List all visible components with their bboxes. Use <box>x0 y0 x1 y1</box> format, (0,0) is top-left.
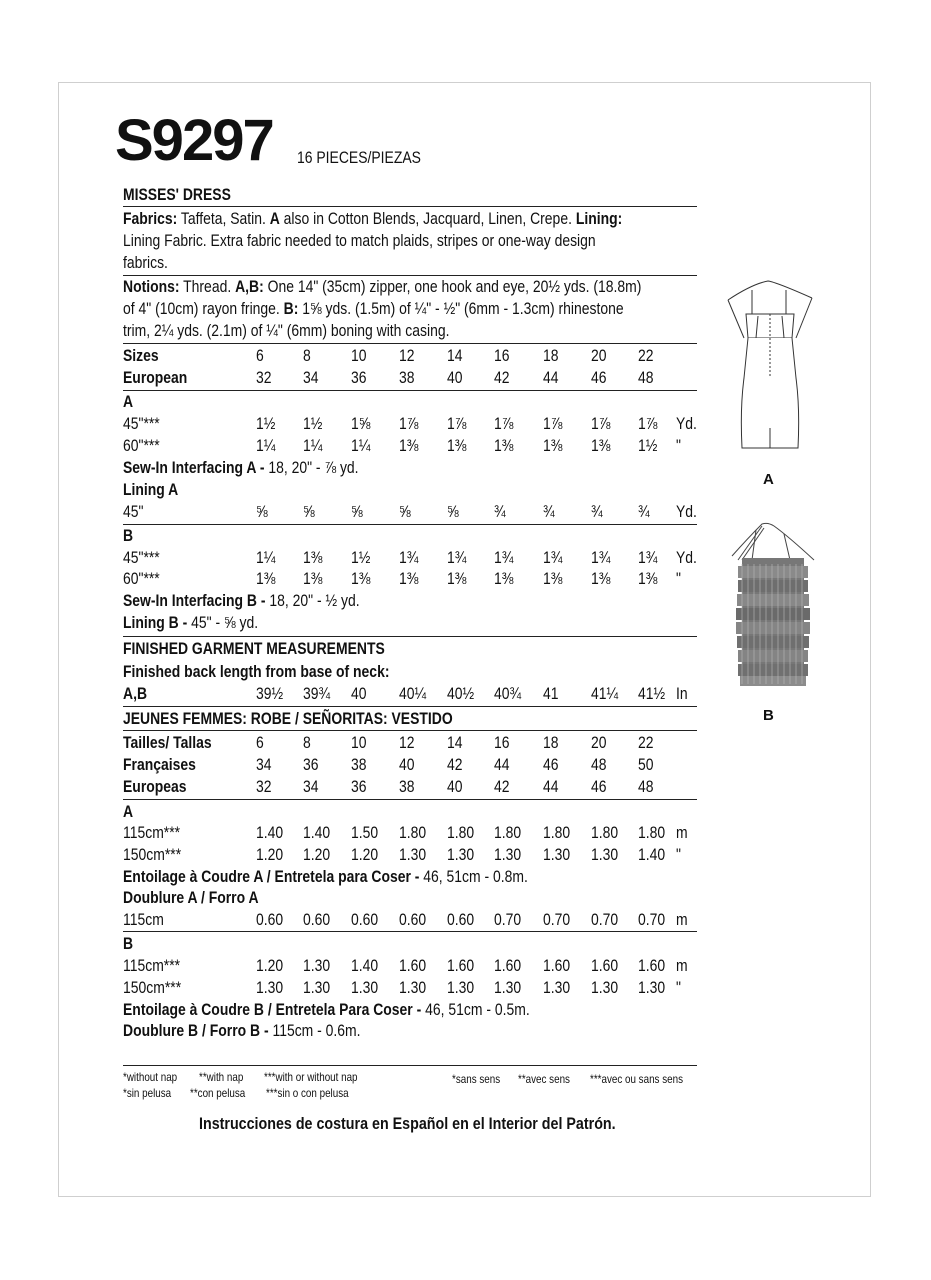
footnote-fr-2: **avec sens <box>518 1072 570 1086</box>
table-cell: 40 <box>447 777 463 796</box>
table-cell: 1.50 <box>351 823 379 842</box>
finished-subtitle: Finished back length from base of neck: <box>123 662 390 681</box>
row-label: 115cm <box>123 910 164 929</box>
view-a-label: A <box>763 471 774 488</box>
table-cell: 1.40 <box>303 823 331 842</box>
doublure-a-heading: Doublure A / Forro A <box>123 888 259 907</box>
lining-b: Lining B - 45" - ⅝ yd. <box>123 613 259 632</box>
table-cell: 40¾ <box>494 684 522 703</box>
table-cell: 38 <box>399 368 415 387</box>
table-cell: 46 <box>591 368 607 387</box>
row-label: Françaises <box>123 755 196 774</box>
table-cell: 40½ <box>447 684 475 703</box>
table-cell: 1.40 <box>351 956 379 975</box>
divider <box>123 343 697 344</box>
table-cell: 36 <box>351 777 367 796</box>
table-cell: ⅝ <box>351 502 363 521</box>
spanish-instructions-note: Instrucciones de costura en Español en el Interior del Patrón. <box>199 1114 616 1133</box>
table-cell: 1.80 <box>494 823 522 842</box>
table-cell: 48 <box>591 755 607 774</box>
footnote-fr-3: ***avec ou sans sens <box>590 1072 683 1086</box>
table-cell: 1¾ <box>399 548 419 567</box>
table-cell: 22 <box>638 346 654 365</box>
view-b-label: B <box>763 707 774 724</box>
divider <box>123 931 697 932</box>
table-cell: 1½ <box>351 548 371 567</box>
table-cell: 42 <box>494 777 510 796</box>
piece-count: 16 PIECES/PIEZAS <box>297 148 421 167</box>
unit-label: " <box>676 978 681 997</box>
table-cell: 0.60 <box>399 910 427 929</box>
table-cell: 10 <box>351 733 367 752</box>
row-label: Tailles/ Tallas <box>123 733 212 752</box>
table-cell: 1½ <box>256 414 276 433</box>
table-cell: 1.30 <box>351 978 379 997</box>
table-cell: 1⅜ <box>591 569 611 588</box>
footnote-es-2: **con pelusa <box>190 1086 246 1100</box>
unit-label: Yd. <box>676 548 697 567</box>
unit-label: m <box>676 956 688 975</box>
table-cell: 40¼ <box>399 684 427 703</box>
table-cell: 1.20 <box>351 845 379 864</box>
b-115-row <box>123 955 697 977</box>
table-cell: 1⅜ <box>303 548 323 567</box>
unit-label: m <box>676 910 688 929</box>
table-cell: 1¼ <box>256 436 276 455</box>
table-cell: 1¼ <box>303 436 323 455</box>
row-label: 150cm*** <box>123 845 182 864</box>
table-cell: 20 <box>591 733 607 752</box>
table-cell: 1¼ <box>256 548 276 567</box>
table-cell: 41¼ <box>591 684 619 703</box>
style-number: S9297 <box>115 108 273 173</box>
table-cell: 38 <box>399 777 415 796</box>
table-cell: 0.60 <box>303 910 331 929</box>
table-cell: 1⅜ <box>494 436 514 455</box>
finished-title: FINISHED GARMENT MEASUREMENTS <box>123 639 385 658</box>
table-cell: 1⅜ <box>638 569 658 588</box>
table-cell: 36 <box>303 755 319 774</box>
table-cell: 1⅜ <box>399 569 419 588</box>
table-cell: 44 <box>494 755 510 774</box>
finished-length-row <box>123 683 697 705</box>
table-cell: 1.40 <box>638 845 666 864</box>
divider <box>123 636 697 637</box>
table-cell: 1¾ <box>638 548 658 567</box>
b-150-row <box>123 977 697 999</box>
table-cell: 1.60 <box>638 956 666 975</box>
fabrics-line-1: Fabrics: Taffeta, Satin. A also in Cotton Blends, Jacquard, Linen, Crepe. Lining: <box>123 209 623 228</box>
table-cell: 1.30 <box>399 845 427 864</box>
table-cell: 1½ <box>638 436 658 455</box>
table-cell: 0.70 <box>638 910 666 929</box>
table-cell: 1⅞ <box>543 414 563 433</box>
table-cell: 14 <box>447 733 463 752</box>
footnote-fr-1: *sans sens <box>452 1072 501 1086</box>
table-cell: 1.30 <box>543 978 571 997</box>
table-cell: 40 <box>351 684 367 703</box>
a-150-row <box>123 844 697 866</box>
table-cell: 1.80 <box>543 823 571 842</box>
table-cell: 41 <box>543 684 559 703</box>
table-cell: 1.20 <box>303 845 331 864</box>
table-cell: 1.80 <box>447 823 475 842</box>
table-cell: 1⅜ <box>447 436 467 455</box>
table-cell: 8 <box>303 346 311 365</box>
table-cell: 34 <box>303 777 319 796</box>
table-cell: 1⅜ <box>351 569 371 588</box>
view-b-dress-illustration <box>728 520 818 690</box>
table-cell: 16 <box>494 346 510 365</box>
table-cell: 1.60 <box>591 956 619 975</box>
table-cell: 1.20 <box>256 845 284 864</box>
view-b-heading: B <box>123 526 134 545</box>
table-cell: 42 <box>494 368 510 387</box>
table-cell: 38 <box>351 755 367 774</box>
table-cell: 1⅞ <box>494 414 514 433</box>
table-cell: 32 <box>256 368 272 387</box>
table-cell: 0.60 <box>256 910 284 929</box>
entoilage-b: Entoilage à Coudre B / Entretela Para Coser - 46, 51cm - 0.5m. <box>123 1000 530 1019</box>
table-cell: 1.30 <box>494 845 522 864</box>
divider <box>123 1065 697 1066</box>
lining-a-45-row <box>123 501 697 523</box>
row-label: 60"*** <box>123 436 160 455</box>
table-cell: 1.30 <box>591 845 619 864</box>
table-cell: 34 <box>303 368 319 387</box>
table-cell: 44 <box>543 777 559 796</box>
table-cell: 1.80 <box>399 823 427 842</box>
divider <box>123 799 697 800</box>
table-cell: 1¾ <box>591 548 611 567</box>
row-label: 115cm*** <box>123 956 181 975</box>
table-cell: ¾ <box>591 502 603 521</box>
table-cell: ⅝ <box>256 502 268 521</box>
fr-view-a-heading: A <box>123 802 134 821</box>
table-cell: 16 <box>494 733 510 752</box>
table-cell: 1⅜ <box>494 569 514 588</box>
table-cell: ¾ <box>543 502 555 521</box>
footnote-en-1: *without nap <box>123 1070 178 1084</box>
table-cell: 1.30 <box>543 845 571 864</box>
divider <box>123 706 697 707</box>
table-cell: 48 <box>638 368 654 387</box>
notions-line-3: trim, 2¼ yds. (2.1m) of ¼" (6mm) boning with casing. <box>123 321 450 340</box>
table-cell: 48 <box>638 777 654 796</box>
table-cell: ⅝ <box>303 502 315 521</box>
tailles-row <box>123 732 697 754</box>
a-115-row <box>123 822 697 844</box>
row-label: 45"*** <box>123 548 160 567</box>
b-45-row <box>123 547 697 569</box>
a-45-row <box>123 413 697 435</box>
table-cell: 1⅞ <box>591 414 611 433</box>
table-cell: 32 <box>256 777 272 796</box>
table-cell: 1.30 <box>638 978 666 997</box>
table-cell: 0.60 <box>447 910 475 929</box>
notions-line-2: of 4" (10cm) rayon fringe. B: 1⅝ yds. (1.5m) of ¼" - ½" (6mm - 1.3cm) rhinestone <box>123 299 624 318</box>
footnote-en-3: ***with or without nap <box>264 1070 358 1084</box>
table-cell: 22 <box>638 733 654 752</box>
lining-a-heading: Lining A <box>123 480 179 499</box>
table-cell: 1⅝ <box>351 414 371 433</box>
row-label: 150cm*** <box>123 978 182 997</box>
table-cell: 1.30 <box>447 978 475 997</box>
table-cell: 39¾ <box>303 684 331 703</box>
doublure-b: Doublure B / Forro B - 115cm - 0.6m. <box>123 1021 361 1040</box>
table-cell: 12 <box>399 346 415 365</box>
table-cell: 1.30 <box>303 956 331 975</box>
french-title: JEUNES FEMMES: ROBE / SEÑORITAS: VESTIDO <box>123 709 453 728</box>
table-cell: 0.70 <box>494 910 522 929</box>
francaises-row <box>123 754 697 776</box>
view-a-heading: A <box>123 392 134 411</box>
table-cell: 40 <box>447 368 463 387</box>
row-label: 115cm*** <box>123 823 181 842</box>
unit-label: " <box>676 436 681 455</box>
table-cell: 14 <box>447 346 463 365</box>
table-cell: 1½ <box>303 414 323 433</box>
table-cell: 1.60 <box>399 956 427 975</box>
table-cell: ⅝ <box>399 502 411 521</box>
table-cell: 1.60 <box>494 956 522 975</box>
interfacing-b: Sew-In Interfacing B - 18, 20" - ½ yd. <box>123 591 360 610</box>
table-cell: 39½ <box>256 684 284 703</box>
divider <box>123 206 697 207</box>
table-cell: 36 <box>351 368 367 387</box>
unit-label: In <box>676 684 688 703</box>
table-cell: 44 <box>543 368 559 387</box>
table-cell: 1⅜ <box>399 436 419 455</box>
table-cell: 18 <box>543 346 559 365</box>
table-cell: ¾ <box>638 502 650 521</box>
table-cell: 1⅜ <box>543 436 563 455</box>
table-cell: 50 <box>638 755 654 774</box>
table-cell: 1⅜ <box>543 569 563 588</box>
table-cell: 8 <box>303 733 311 752</box>
row-label: European <box>123 368 188 387</box>
table-cell: 0.60 <box>351 910 379 929</box>
table-cell: 6 <box>256 733 264 752</box>
unit-label: Yd. <box>676 502 697 521</box>
table-cell: 12 <box>399 733 415 752</box>
table-cell: 1⅜ <box>303 569 323 588</box>
table-cell: 1⅞ <box>638 414 658 433</box>
b-60-row <box>123 568 697 590</box>
table-cell: 6 <box>256 346 264 365</box>
unit-label: m <box>676 823 688 842</box>
table-cell: 18 <box>543 733 559 752</box>
table-cell: 41½ <box>638 684 666 703</box>
europeas-row <box>123 776 697 798</box>
view-a-dress-illustration <box>722 278 818 454</box>
sizes-row <box>123 345 697 367</box>
table-cell: 1.40 <box>256 823 284 842</box>
interfacing-a: Sew-In Interfacing A - 18, 20" - ⅞ yd. <box>123 458 359 477</box>
table-cell: 1.30 <box>399 978 427 997</box>
table-cell: 1¾ <box>447 548 467 567</box>
table-cell: 40 <box>399 755 415 774</box>
divider <box>123 524 697 525</box>
table-cell: ⅝ <box>447 502 459 521</box>
table-cell: 1.20 <box>256 956 284 975</box>
pattern-title: MISSES' DRESS <box>123 185 231 204</box>
unit-label: Yd. <box>676 414 697 433</box>
table-cell: 1.30 <box>591 978 619 997</box>
unit-label: " <box>676 845 681 864</box>
row-label: 45" <box>123 502 144 521</box>
table-cell: 1.60 <box>447 956 475 975</box>
table-cell: 1⅜ <box>256 569 276 588</box>
table-cell: 1¼ <box>351 436 371 455</box>
table-cell: 1.80 <box>591 823 619 842</box>
table-cell: 1.30 <box>447 845 475 864</box>
table-cell: 0.70 <box>591 910 619 929</box>
table-cell: 1.30 <box>256 978 284 997</box>
table-cell: 1.30 <box>494 978 522 997</box>
table-cell: 1⅜ <box>591 436 611 455</box>
row-label: Europeas <box>123 777 187 796</box>
row-label: A,B <box>123 684 148 703</box>
table-cell: 1⅞ <box>399 414 419 433</box>
table-cell: 20 <box>591 346 607 365</box>
table-cell: 1.80 <box>638 823 666 842</box>
fabrics-line-3: fabrics. <box>123 253 168 272</box>
table-cell: 1.30 <box>303 978 331 997</box>
divider <box>123 730 697 731</box>
doublure-a-row <box>123 909 697 931</box>
footnote-en-2: **with nap <box>199 1070 244 1084</box>
a-60-row <box>123 435 697 457</box>
european-row <box>123 367 697 389</box>
table-cell: 34 <box>256 755 272 774</box>
fabrics-line-2: Lining Fabric. Extra fabric needed to match plaids, stripes or one-way design <box>123 231 596 250</box>
notions-line-1: Notions: Thread. A,B: One 14" (35cm) zipper, one hook and eye, 20½ yds. (18.8m) <box>123 277 642 296</box>
row-label: 45"*** <box>123 414 160 433</box>
unit-label: " <box>676 569 681 588</box>
table-cell: 46 <box>543 755 559 774</box>
fr-view-b-heading: B <box>123 934 134 953</box>
entoilage-a: Entoilage à Coudre A / Entretela para Coser - 46, 51cm - 0.8m. <box>123 867 528 886</box>
footnote-es-3: ***sin o con pelusa <box>266 1086 349 1100</box>
table-cell: 46 <box>591 777 607 796</box>
table-cell: 1⅜ <box>447 569 467 588</box>
table-cell: 1.60 <box>543 956 571 975</box>
table-cell: 0.70 <box>543 910 571 929</box>
table-cell: ¾ <box>494 502 506 521</box>
table-cell: 42 <box>447 755 463 774</box>
table-cell: 1¾ <box>543 548 563 567</box>
row-label: Sizes <box>123 346 159 365</box>
footnote-es-1: *sin pelusa <box>123 1086 172 1100</box>
table-cell: 1¾ <box>494 548 514 567</box>
table-cell: 1⅞ <box>447 414 467 433</box>
table-cell: 10 <box>351 346 367 365</box>
divider <box>123 390 697 391</box>
row-label: 60"*** <box>123 569 160 588</box>
